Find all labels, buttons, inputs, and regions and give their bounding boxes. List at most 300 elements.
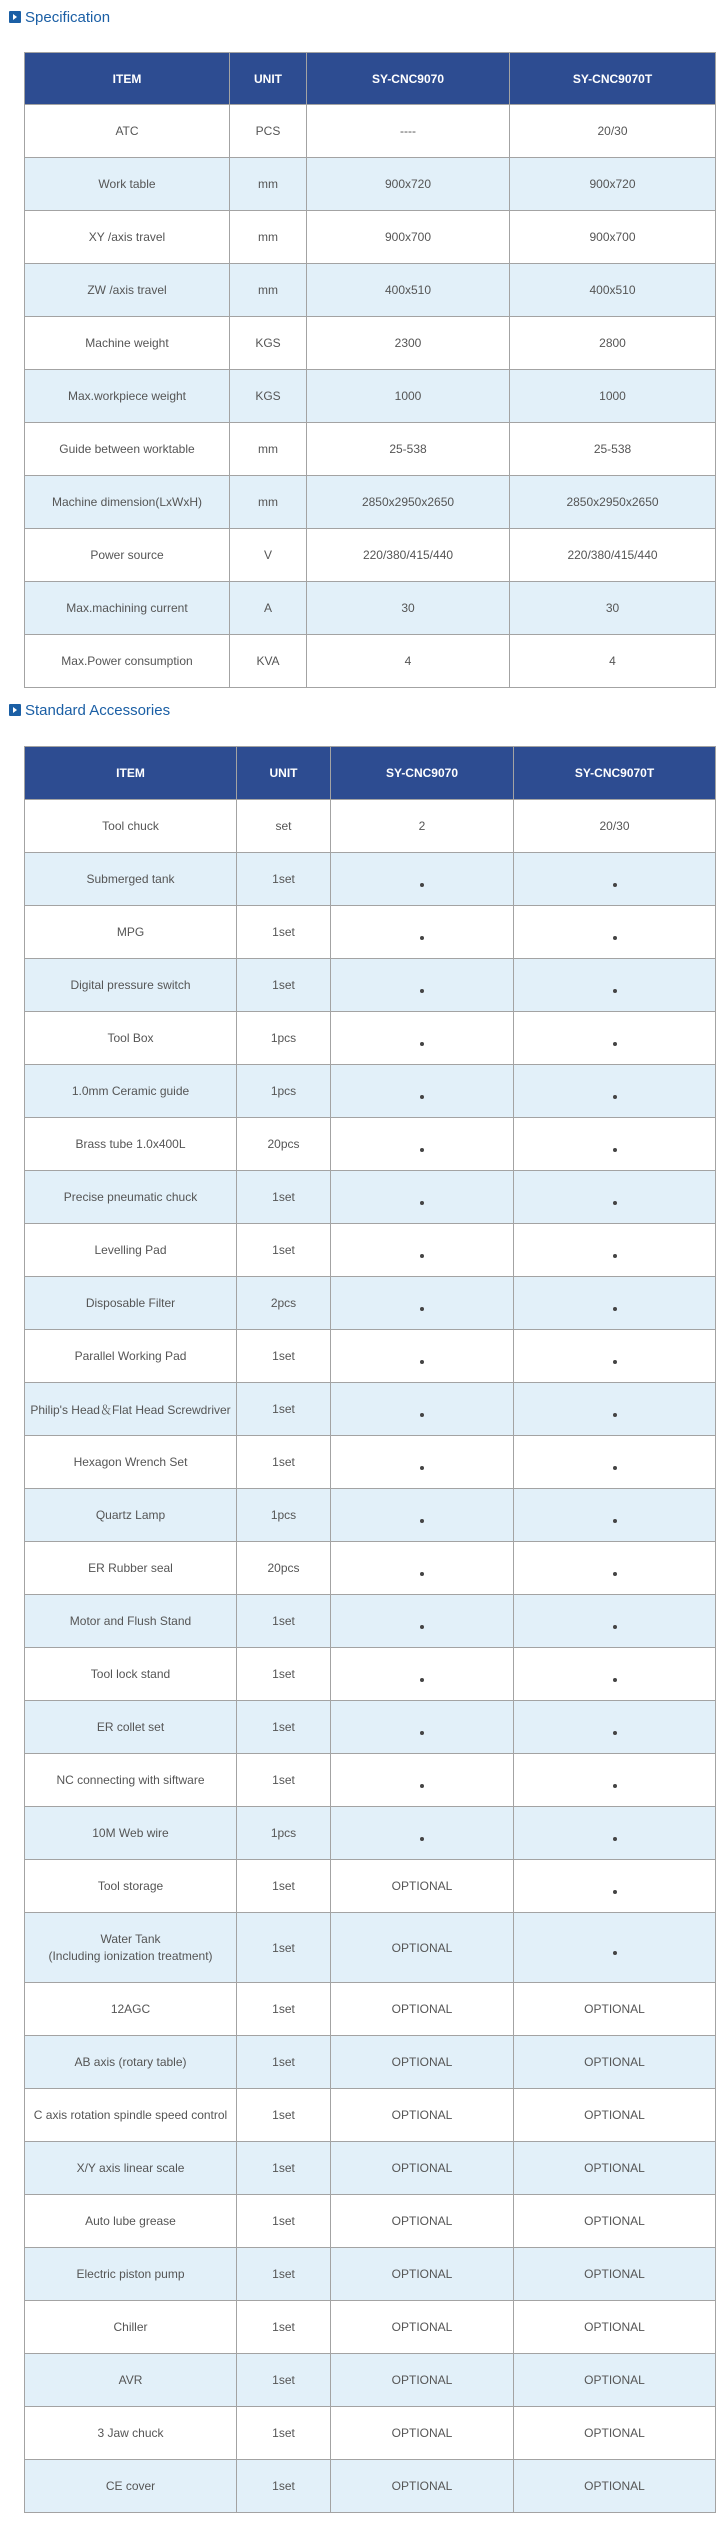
cell-text: AVR bbox=[118, 2373, 143, 2387]
cell-model-b bbox=[514, 853, 716, 906]
cell-unit bbox=[237, 1383, 331, 1436]
cell-item bbox=[25, 2142, 237, 2195]
cell-text: OPTIONAL bbox=[391, 2002, 453, 2016]
cell-text: ER Rubber seal bbox=[88, 1561, 173, 1575]
column-header-item: ITEM bbox=[25, 53, 230, 105]
table-row bbox=[25, 1277, 716, 1330]
cell-text: 1000 bbox=[394, 389, 422, 403]
cell-text: 1set bbox=[272, 2055, 295, 2069]
cell-item bbox=[25, 1489, 237, 1542]
included-dot-icon bbox=[420, 1413, 424, 1417]
cell-text: V bbox=[263, 548, 272, 562]
included-dot-icon bbox=[420, 1148, 424, 1152]
cell-text: 1pcs bbox=[270, 1826, 297, 1840]
cell-model-a bbox=[307, 264, 510, 317]
cell-text: 2800 bbox=[599, 336, 626, 350]
cell-model-b bbox=[514, 906, 716, 959]
cell-text: OPTIONAL bbox=[391, 2320, 453, 2334]
cell-model-a bbox=[331, 1860, 514, 1913]
cell-text: ZW /axis travel bbox=[87, 283, 167, 297]
cell-model-b bbox=[514, 2036, 716, 2089]
included-dot-icon bbox=[420, 1307, 424, 1311]
included-dot-icon bbox=[420, 1678, 424, 1682]
cell-model-b bbox=[514, 1983, 716, 2036]
cell-model-a bbox=[307, 582, 510, 635]
cell-model-a bbox=[307, 105, 510, 158]
cell-model-a bbox=[307, 476, 510, 529]
cell-item bbox=[25, 2195, 237, 2248]
cell-model-b bbox=[510, 476, 716, 529]
table-row bbox=[25, 1065, 716, 1118]
cell-item bbox=[25, 906, 237, 959]
cell-unit bbox=[237, 906, 331, 959]
specification-heading bbox=[9, 7, 110, 27]
cell-unit bbox=[237, 2142, 331, 2195]
cell-text: Tool storage bbox=[97, 1879, 164, 1893]
cell-text: Tool Box bbox=[107, 1031, 154, 1045]
cell-text: Levelling Pad bbox=[94, 1243, 167, 1257]
cell-model-b bbox=[514, 2354, 716, 2407]
cell-item bbox=[25, 105, 230, 158]
cell-model-b bbox=[510, 423, 716, 476]
cell-text: 1set bbox=[272, 925, 295, 939]
cell-model-b bbox=[510, 211, 716, 264]
column-header-item: ITEM bbox=[25, 747, 237, 800]
cell-model-b bbox=[510, 635, 716, 688]
cell-item bbox=[25, 1595, 237, 1648]
included-dot-icon bbox=[420, 883, 424, 887]
included-dot-icon bbox=[613, 1572, 617, 1576]
cell-unit bbox=[237, 1065, 331, 1118]
included-dot-icon bbox=[613, 1951, 617, 1955]
cell-model-a bbox=[331, 1224, 514, 1277]
cell-item bbox=[25, 1012, 237, 1065]
included-dot-icon bbox=[613, 1042, 617, 1046]
cell-text: AB axis (rotary table) bbox=[74, 2055, 187, 2069]
cell-model-a bbox=[307, 211, 510, 264]
table-row bbox=[25, 2407, 716, 2460]
cell-model-a bbox=[331, 1595, 514, 1648]
included-dot-icon bbox=[613, 1519, 617, 1523]
cell-item bbox=[25, 1913, 237, 1983]
cell-item bbox=[25, 959, 237, 1012]
table-row bbox=[25, 476, 716, 529]
table-row bbox=[25, 1860, 716, 1913]
cell-unit bbox=[237, 1860, 331, 1913]
accessories-title: Standard Accessories bbox=[25, 701, 171, 719]
cell-model-a bbox=[331, 906, 514, 959]
cell-text: 1set bbox=[272, 1190, 295, 1204]
cell-text: 2 bbox=[418, 819, 426, 833]
cell-unit bbox=[237, 2301, 331, 2354]
cell-model-a bbox=[307, 370, 510, 423]
cell-unit bbox=[237, 800, 331, 853]
cell-model-b bbox=[514, 1807, 716, 1860]
table-row bbox=[25, 2195, 716, 2248]
cell-text: CE cover bbox=[105, 2479, 156, 2493]
table-row bbox=[25, 959, 716, 1012]
cell-text: mm bbox=[258, 442, 278, 456]
column-header-model-b: SY-CNC9070T bbox=[514, 747, 716, 800]
cell-unit bbox=[230, 158, 307, 211]
cell-text: OPTIONAL bbox=[584, 2055, 645, 2069]
cell-item bbox=[25, 2089, 237, 2142]
table-row bbox=[25, 1489, 716, 1542]
cell-text: Parallel Working Pad bbox=[74, 1349, 187, 1363]
included-dot-icon bbox=[613, 1678, 617, 1682]
cell-text: Max.workpiece weight bbox=[67, 389, 187, 403]
table-row bbox=[25, 158, 716, 211]
cell-text: OPTIONAL bbox=[391, 2479, 453, 2493]
table-row bbox=[25, 1171, 716, 1224]
table-row bbox=[25, 264, 716, 317]
cell-text: 25-538 bbox=[389, 442, 427, 456]
cell-text: Machine weight bbox=[85, 336, 169, 350]
cell-text: C axis rotation spindle speed control bbox=[33, 2108, 228, 2122]
cell-text: 1set bbox=[272, 1720, 295, 1734]
cell-text: 1set bbox=[272, 2320, 295, 2334]
included-dot-icon bbox=[613, 1095, 617, 1099]
included-dot-icon bbox=[613, 1625, 617, 1629]
cell-item bbox=[25, 2460, 237, 2513]
cell-unit bbox=[237, 1595, 331, 1648]
cell-text: 20pcs bbox=[267, 1137, 300, 1151]
cell-model-b bbox=[514, 1118, 716, 1171]
cell-text: 1set bbox=[272, 1243, 295, 1257]
cell-unit bbox=[230, 476, 307, 529]
included-dot-icon bbox=[420, 989, 424, 993]
cell-unit bbox=[230, 582, 307, 635]
table-row bbox=[25, 1542, 716, 1595]
table-row bbox=[25, 1118, 716, 1171]
arrow-right-icon bbox=[9, 11, 21, 23]
cell-text: 1pcs bbox=[270, 1508, 297, 1522]
cell-text: 1set bbox=[272, 2214, 295, 2228]
included-dot-icon bbox=[613, 1784, 617, 1788]
cell-item bbox=[25, 2407, 237, 2460]
cell-unit bbox=[230, 423, 307, 476]
cell-text: MPG bbox=[116, 925, 145, 939]
table-row bbox=[25, 1224, 716, 1277]
cell-item bbox=[25, 423, 230, 476]
cell-text: Auto lube grease bbox=[85, 2214, 176, 2228]
cell-item bbox=[25, 1983, 237, 2036]
cell-text: 1set bbox=[272, 2002, 295, 2016]
cell-unit bbox=[230, 529, 307, 582]
cell-model-b bbox=[514, 2089, 716, 2142]
cell-text: 400x510 bbox=[589, 283, 636, 297]
cell-model-a bbox=[331, 1983, 514, 2036]
included-dot-icon bbox=[420, 1042, 424, 1046]
cell-unit bbox=[237, 1118, 331, 1171]
cell-text: 1000 bbox=[599, 389, 626, 403]
cell-text: 220/380/415/440 bbox=[567, 548, 658, 562]
cell-text: Water Tank (Including ionization treatment) bbox=[48, 1931, 213, 1963]
cell-unit bbox=[237, 1436, 331, 1489]
cell-text: Brass tube 1.0x400L bbox=[75, 1137, 186, 1151]
cell-text: XY /axis travel bbox=[88, 230, 166, 244]
cell-model-b bbox=[514, 2195, 716, 2248]
cell-unit bbox=[230, 211, 307, 264]
cell-model-a bbox=[331, 1754, 514, 1807]
included-dot-icon bbox=[613, 883, 617, 887]
column-header-unit: UNIT bbox=[230, 53, 307, 105]
cell-text: 3 Jaw chuck bbox=[97, 2426, 164, 2440]
included-dot-icon bbox=[420, 1837, 424, 1841]
cell-text: Tool chuck bbox=[102, 819, 159, 833]
table-header-row bbox=[25, 53, 716, 105]
cell-model-a bbox=[331, 1171, 514, 1224]
included-dot-icon bbox=[613, 989, 617, 993]
cell-text: 1pcs bbox=[270, 1031, 297, 1045]
table-row bbox=[25, 1383, 716, 1436]
cell-model-b bbox=[510, 370, 716, 423]
cell-text: Work table bbox=[98, 177, 156, 191]
cell-model-b bbox=[514, 1065, 716, 1118]
included-dot-icon bbox=[613, 1731, 617, 1735]
cell-text: Max.machining current bbox=[66, 601, 188, 615]
table-row bbox=[25, 582, 716, 635]
cell-unit bbox=[230, 264, 307, 317]
cell-model-a bbox=[331, 1648, 514, 1701]
cell-text: KGS bbox=[255, 389, 281, 403]
cell-text: 2850x2950x2650 bbox=[566, 495, 659, 509]
included-dot-icon bbox=[613, 1201, 617, 1205]
cell-text: 30 bbox=[401, 601, 415, 615]
cell-text: 20/30 bbox=[599, 819, 630, 833]
cell-text: Precise pneumatic chuck bbox=[63, 1190, 198, 1204]
cell-model-b bbox=[514, 1595, 716, 1648]
cell-model-b bbox=[514, 2301, 716, 2354]
cell-item bbox=[25, 158, 230, 211]
cell-model-a bbox=[331, 1012, 514, 1065]
cell-text: OPTIONAL bbox=[584, 2267, 645, 2281]
cell-model-b bbox=[510, 529, 716, 582]
cell-item bbox=[25, 1807, 237, 1860]
cell-model-b bbox=[514, 1436, 716, 1489]
cell-item bbox=[25, 476, 230, 529]
included-dot-icon bbox=[613, 936, 617, 940]
included-dot-icon bbox=[613, 1890, 617, 1894]
cell-text: 900x700 bbox=[589, 230, 636, 244]
included-dot-icon bbox=[420, 1095, 424, 1099]
cell-item bbox=[25, 800, 237, 853]
cell-item bbox=[25, 370, 230, 423]
cell-text: 1set bbox=[272, 1455, 295, 1469]
cell-model-b bbox=[514, 2460, 716, 2513]
table-row bbox=[25, 2248, 716, 2301]
included-dot-icon bbox=[613, 1148, 617, 1152]
table-row bbox=[25, 906, 716, 959]
cell-unit bbox=[237, 853, 331, 906]
cell-model-b bbox=[514, 2142, 716, 2195]
cell-text: 1set bbox=[272, 978, 295, 992]
cell-unit bbox=[237, 959, 331, 1012]
cell-text: KVA bbox=[256, 654, 280, 668]
cell-item bbox=[25, 211, 230, 264]
cell-unit bbox=[237, 1913, 331, 1983]
table-row bbox=[25, 635, 716, 688]
cell-model-b bbox=[510, 105, 716, 158]
table-row bbox=[25, 1701, 716, 1754]
cell-item bbox=[25, 1754, 237, 1807]
cell-model-b bbox=[514, 959, 716, 1012]
cell-text: OPTIONAL bbox=[391, 2214, 453, 2228]
table-row bbox=[25, 1754, 716, 1807]
cell-unit bbox=[230, 370, 307, 423]
cell-unit bbox=[230, 317, 307, 370]
table-row bbox=[25, 2089, 716, 2142]
cell-model-a bbox=[307, 529, 510, 582]
cell-text: OPTIONAL bbox=[391, 2161, 453, 2175]
cell-model-b bbox=[510, 582, 716, 635]
cell-text: Chiller bbox=[113, 2320, 148, 2334]
cell-text: 1set bbox=[272, 2267, 295, 2281]
cell-text: KGS bbox=[255, 336, 281, 350]
cell-model-a bbox=[331, 853, 514, 906]
cell-model-b bbox=[514, 1701, 716, 1754]
cell-text: Disposable Filter bbox=[85, 1296, 176, 1310]
included-dot-icon bbox=[420, 1625, 424, 1629]
cell-item bbox=[25, 2354, 237, 2407]
cell-model-b bbox=[514, 1489, 716, 1542]
cell-item bbox=[25, 635, 230, 688]
cell-text: OPTIONAL bbox=[391, 2267, 453, 2281]
cell-text: OPTIONAL bbox=[391, 2426, 453, 2440]
cell-model-a bbox=[331, 1436, 514, 1489]
cell-text: OPTIONAL bbox=[584, 2426, 645, 2440]
cell-unit bbox=[237, 2354, 331, 2407]
included-dot-icon bbox=[420, 936, 424, 940]
cell-model-a bbox=[331, 959, 514, 1012]
cell-unit bbox=[237, 1012, 331, 1065]
cell-text: OPTIONAL bbox=[584, 2320, 645, 2334]
cell-text: A bbox=[263, 601, 272, 615]
cell-text: 1set bbox=[272, 2426, 295, 2440]
cell-model-a bbox=[331, 1383, 514, 1436]
included-dot-icon bbox=[613, 1837, 617, 1841]
cell-model-b bbox=[514, 1648, 716, 1701]
table-row bbox=[25, 2036, 716, 2089]
cell-model-b bbox=[510, 317, 716, 370]
cell-item bbox=[25, 1542, 237, 1595]
cell-item bbox=[25, 2301, 237, 2354]
cell-unit bbox=[237, 2036, 331, 2089]
table-row bbox=[25, 370, 716, 423]
cell-text: OPTIONAL bbox=[391, 2373, 453, 2387]
cell-unit bbox=[237, 1807, 331, 1860]
cell-model-b bbox=[514, 1913, 716, 1983]
table-row bbox=[25, 1436, 716, 1489]
cell-item bbox=[25, 1330, 237, 1383]
cell-model-b bbox=[514, 2407, 716, 2460]
cell-model-b bbox=[514, 1542, 716, 1595]
cell-unit bbox=[230, 105, 307, 158]
cell-text: Philip's Head＆Flat Head Screwdriver bbox=[30, 1402, 231, 1417]
cell-text: 1set bbox=[272, 2161, 295, 2175]
cell-model-a bbox=[307, 317, 510, 370]
cell-model-a bbox=[331, 1542, 514, 1595]
cell-text: 20pcs bbox=[267, 1561, 300, 1575]
table-row bbox=[25, 1983, 716, 2036]
cell-text: mm bbox=[258, 230, 278, 244]
cell-text: Motor and Flush Stand bbox=[69, 1614, 192, 1628]
cell-model-a bbox=[331, 2036, 514, 2089]
cell-model-a bbox=[331, 1701, 514, 1754]
cell-model-a bbox=[307, 635, 510, 688]
cell-text: Max.Power consumption bbox=[61, 654, 193, 668]
cell-text: 900x700 bbox=[384, 230, 432, 244]
cell-unit bbox=[237, 1983, 331, 2036]
table-row bbox=[25, 2142, 716, 2195]
cell-text: 1set bbox=[272, 1402, 295, 1416]
table-header-row bbox=[25, 747, 716, 800]
cell-unit bbox=[237, 1754, 331, 1807]
cell-text: OPTIONAL bbox=[584, 2161, 645, 2175]
table-row bbox=[25, 853, 716, 906]
cell-unit bbox=[237, 1489, 331, 1542]
cell-model-a bbox=[331, 1489, 514, 1542]
cell-text: 4 bbox=[404, 654, 412, 668]
cell-unit bbox=[237, 1277, 331, 1330]
included-dot-icon bbox=[420, 1519, 424, 1523]
cell-text: OPTIONAL bbox=[584, 2002, 645, 2016]
cell-model-a bbox=[331, 1277, 514, 1330]
cell-model-a bbox=[331, 2301, 514, 2354]
table-row bbox=[25, 1913, 716, 1983]
cell-text: OPTIONAL bbox=[584, 2108, 645, 2122]
cell-text: Hexagon Wrench Set bbox=[73, 1455, 188, 1469]
cell-model-a bbox=[331, 1330, 514, 1383]
cell-model-b bbox=[514, 1754, 716, 1807]
cell-item bbox=[25, 582, 230, 635]
cell-text: OPTIONAL bbox=[391, 2055, 453, 2069]
cell-text: 1set bbox=[272, 1773, 295, 1787]
column-header-unit: UNIT bbox=[237, 747, 331, 800]
cell-model-a bbox=[331, 1913, 514, 1983]
table-row bbox=[25, 211, 716, 264]
cell-text: 2850x2950x2650 bbox=[361, 495, 455, 509]
cell-item bbox=[25, 1383, 237, 1436]
table-row bbox=[25, 1807, 716, 1860]
cell-model-a bbox=[331, 2195, 514, 2248]
cell-text: 1set bbox=[272, 2479, 295, 2493]
cell-model-a bbox=[331, 2248, 514, 2301]
cell-text: Quartz Lamp bbox=[95, 1508, 166, 1522]
cell-item bbox=[25, 2036, 237, 2089]
arrow-right-icon bbox=[9, 704, 21, 716]
cell-unit bbox=[237, 1542, 331, 1595]
included-dot-icon bbox=[420, 1731, 424, 1735]
cell-model-b bbox=[514, 1171, 716, 1224]
cell-text: NC connecting with siftware bbox=[56, 1773, 205, 1787]
cell-text: 30 bbox=[605, 601, 620, 615]
cell-item bbox=[25, 317, 230, 370]
cell-model-b bbox=[514, 2248, 716, 2301]
cell-unit bbox=[237, 2195, 331, 2248]
cell-text: 1set bbox=[272, 1349, 295, 1363]
cell-text: 10M Web wire bbox=[92, 1826, 169, 1840]
cell-item bbox=[25, 1224, 237, 1277]
table-row bbox=[25, 1595, 716, 1648]
cell-unit bbox=[237, 1330, 331, 1383]
cell-text: 900x720 bbox=[589, 177, 636, 191]
cell-item bbox=[25, 1277, 237, 1330]
table-row bbox=[25, 2301, 716, 2354]
table-row bbox=[25, 317, 716, 370]
cell-text: 2pcs bbox=[270, 1296, 297, 1310]
cell-unit bbox=[237, 1648, 331, 1701]
